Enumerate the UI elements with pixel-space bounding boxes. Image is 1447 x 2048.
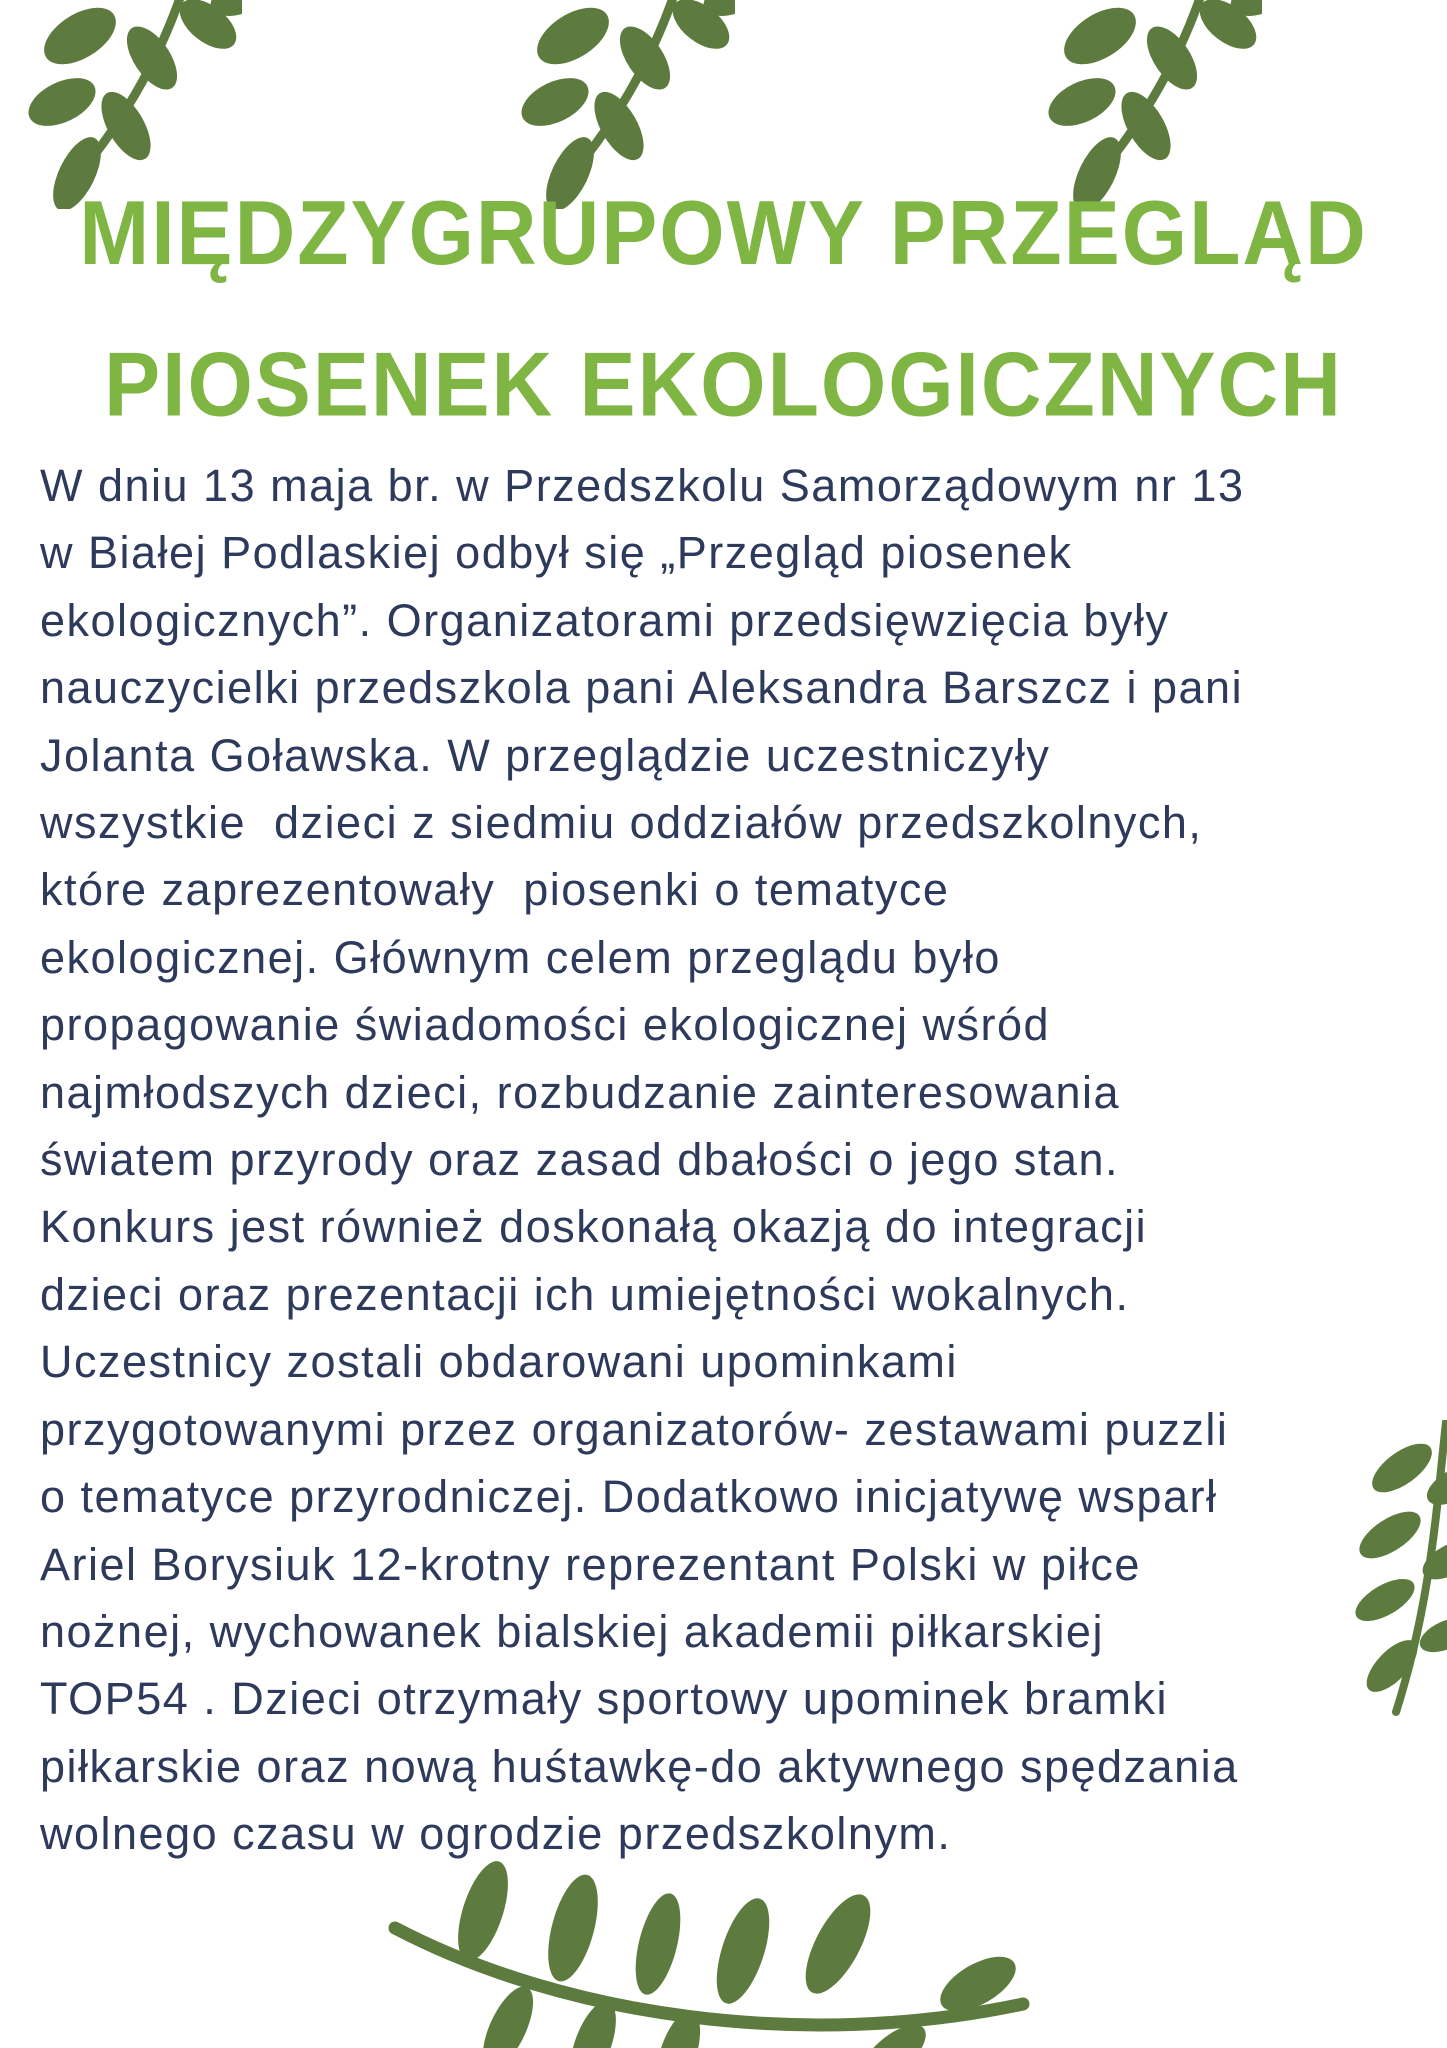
body-text-line: które zaprezentowały piosenki o tematyce: [40, 864, 950, 916]
body-text-line: TOP54 . Dzieci otrzymały sportowy upominek bramki: [40, 1673, 1169, 1725]
leaf-branch-top-right-icon: [1042, 0, 1262, 209]
body-text-line: ekologicznych”. Organizatorami przedsięwzięcia były: [40, 594, 1170, 646]
body-text-line: najmłodszych dzieci, rozbudzanie zainteresowania: [40, 1066, 1121, 1118]
page-title: [0, 182, 1447, 435]
body-text-line: dzieci oraz prezentacji ich umiejętności wokalnych.: [40, 1268, 1130, 1320]
leaf-branch-right-edge-icon: [1340, 1420, 1447, 1720]
body-text-line: nauczycielki przedszkola pani Aleksandra Barszcz i pani: [40, 662, 1244, 714]
leaf-branch-top-left-icon: [22, 0, 242, 209]
body-text-line: światem przyrody oraz zasad dbałości o jego stan.: [40, 1134, 1119, 1186]
body-text-line: Uczestnicy zostali obdarowani upominkami: [40, 1336, 958, 1388]
page-title-line-1: MIĘDZYGRUPOWY PRZEGLĄD: [79, 182, 1368, 284]
page-title-line-2: PIOSENEK EKOLOGICZNYCH: [104, 333, 1343, 435]
body-text-line: ekologicznej. Głównym celem przeglądu było: [40, 931, 1001, 983]
body-text-line: wszystkie dzieci z siedmiu oddziałów przedszkolnych,: [40, 797, 1203, 849]
body-text-line: wolnego czasu w ogrodzie przedszkolnym.: [40, 1808, 952, 1860]
body-text-line: Jolanta Goławska. W przeglądzie uczestniczyły: [40, 729, 1051, 781]
leaf-branch-bottom-icon: [333, 1856, 1093, 2048]
body-text-line: o tematyce przyrodniczej. Dodatkowo inicjatywę wsparł: [40, 1471, 1218, 1523]
body-text-line: piłkarskie oraz nową huśtawkę-do aktywnego spędzania: [40, 1740, 1239, 1792]
body-text-line: w Białej Podlaskiej odbył się „Przegląd piosenek: [40, 527, 1073, 579]
body-text-line: przygotowanymi przez organizatorów- zestawami puzzli: [40, 1403, 1229, 1455]
leaf-branch-top-center-icon: [515, 0, 735, 209]
body-text-line: nożnej, wychowanek bialskiej akademii piłkarskiej: [40, 1605, 1104, 1657]
body-text-line: W dniu 13 maja br. w Przedszkolu Samorządowym nr 13: [40, 460, 1245, 511]
body-paragraph: [40, 452, 1417, 1868]
body-text-line: propagowanie świadomości ekologicznej wśród: [40, 999, 1051, 1051]
body-text-line: Konkurs jest również doskonałą okazją do integracji: [40, 1201, 1148, 1253]
body-text-line: Ariel Borysiuk 12-krotny reprezentant Polski w piłce: [40, 1538, 1141, 1590]
